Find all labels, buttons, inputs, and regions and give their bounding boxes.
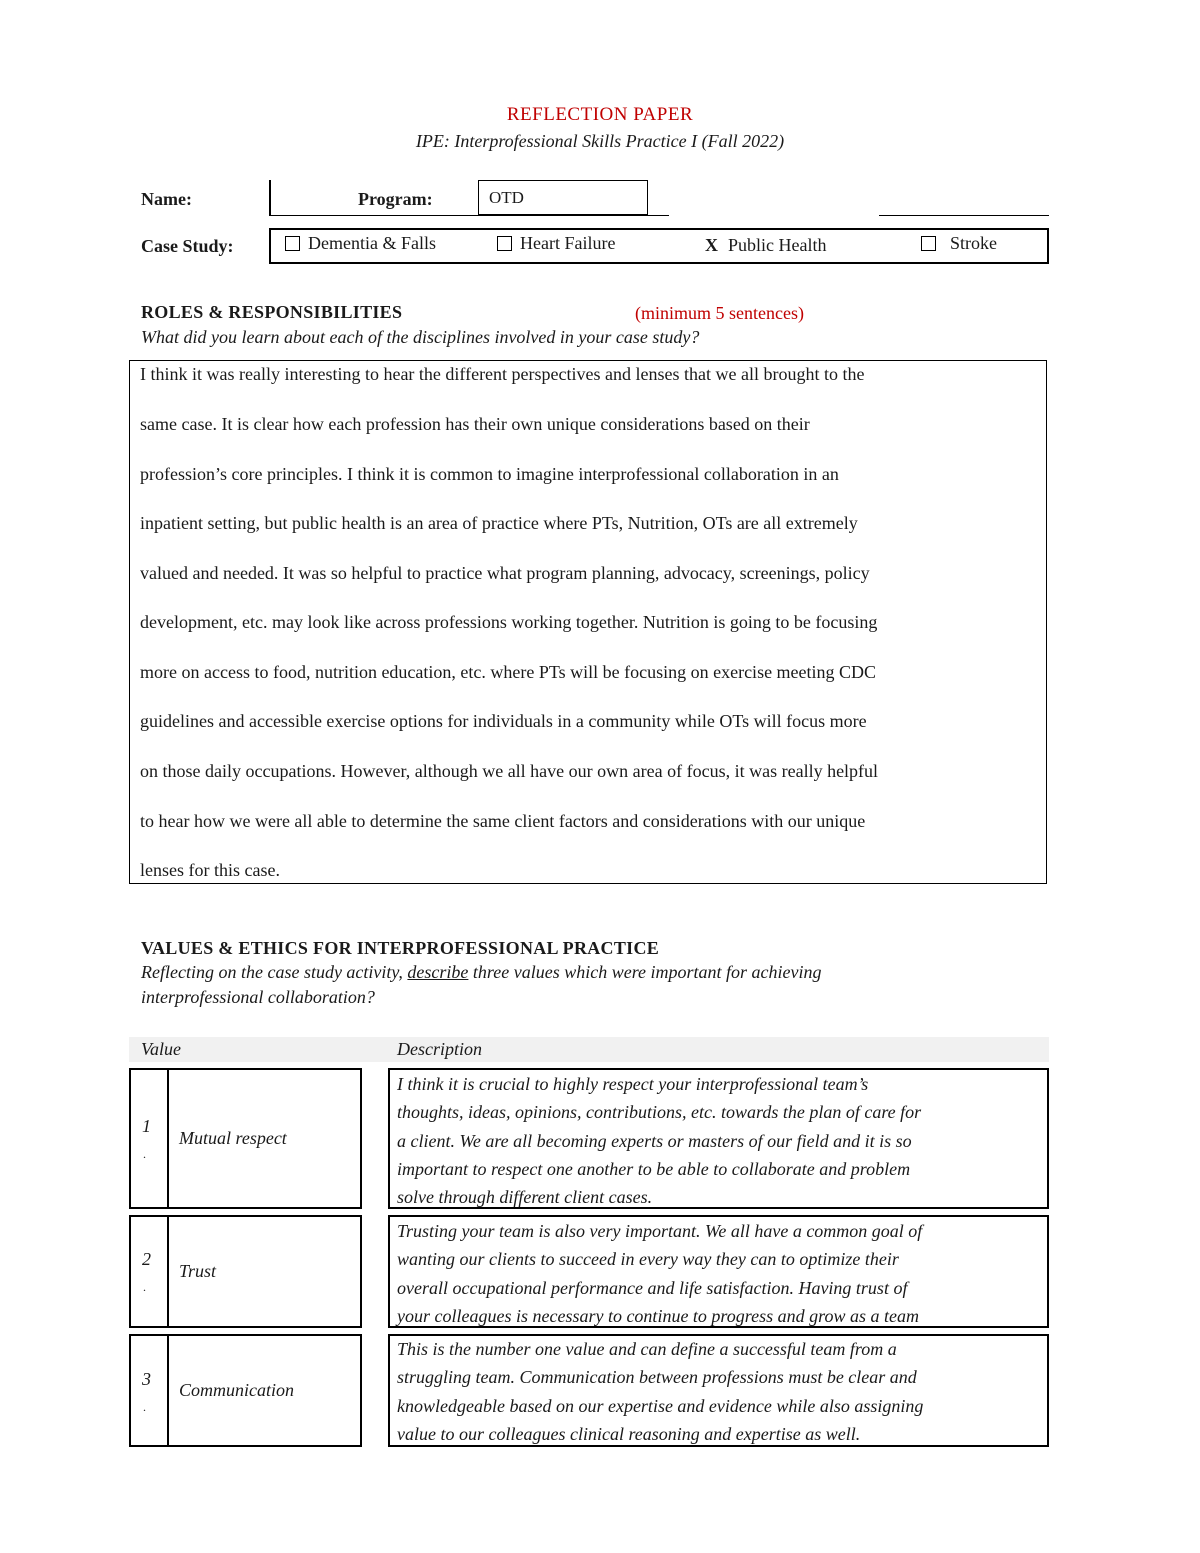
name-field-underline	[269, 215, 669, 216]
value-description: I think it is crucial to highly respect your interprofessional team’s thoughts, ideas, opinions, contributions, etc. towards the plan of care for a client. We are all becoming experts or masters of our field and it is so important to respect one another to be able to collaborate and problem solve through different client cases.	[397, 1074, 922, 1208]
row-number: 3	[142, 1369, 151, 1389]
value-description: This is the number one value and can define a successful team from a struggling team. Communication between professions must be clear and knowledgeable based on our expertise and evidence while also assigning value to our colleagues clinical reasoning and expertise as well.	[397, 1339, 924, 1444]
row-number-cell	[129, 1068, 169, 1209]
values-question: Reflecting on the case study activity, describe three values which were important for achieving	[141, 962, 822, 982]
row-number-dot: .	[143, 1280, 146, 1294]
case-study-label: Case Study:	[141, 236, 234, 256]
response-line: on those daily occupations. However, although we all have our own area of focus, it was really helpful	[140, 761, 879, 781]
page-title: REFLECTION PAPER	[506, 104, 694, 125]
name-field-left-border	[269, 180, 271, 216]
response-line: to hear how we were all able to determine the same client factors and considerations with our unique	[140, 811, 866, 831]
page-subtitle: IPE: Interprofessional Skills Practice I (Fall 2022)	[415, 131, 785, 151]
response-line: same case. It is clear how each profession has their own unique considerations based on their	[140, 414, 810, 434]
row-number-dot: .	[143, 1147, 146, 1161]
roles-requirement: (minimum 5 sentences)	[635, 303, 804, 323]
column-header-description: Description	[397, 1039, 482, 1059]
row-number: 2	[142, 1249, 151, 1269]
program-field[interactable]	[478, 180, 648, 215]
row-number: 1	[142, 1116, 151, 1136]
option-dementia-falls[interactable]: Dementia & Falls	[285, 233, 436, 254]
option-stroke[interactable]: Stroke	[921, 233, 997, 254]
checkbox-icon[interactable]	[497, 236, 512, 251]
response-line: lenses for this case.	[140, 860, 280, 880]
value-name: Communication	[179, 1380, 294, 1400]
roles-heading: ROLES & RESPONSIBILITIES	[141, 302, 403, 322]
values-heading: VALUES & ETHICS FOR INTERPROFESSIONAL PRACTICE	[141, 938, 660, 958]
extra-field-underline	[879, 215, 1049, 216]
option-public-health[interactable]: X Public Health	[705, 235, 827, 255]
response-line: valued and needed. It was so helpful to practice what program planning, advocacy, screenings, policy	[140, 563, 870, 583]
value-name: Trust	[179, 1261, 217, 1281]
checked-x-mark[interactable]: X	[705, 235, 718, 255]
response-line: inpatient setting, but public health is an area of practice where PTs, Nutrition, OTs are all extremely	[140, 513, 858, 533]
name-label: Name:	[141, 189, 192, 209]
response-line: more on access to food, nutrition education, etc. where PTs will be focusing on exercise meeting CDC	[140, 662, 877, 682]
row-number-cell	[129, 1334, 169, 1447]
program-value: OTD	[489, 188, 524, 207]
row-number-cell	[129, 1215, 169, 1328]
response-line: guidelines and accessible exercise options for individuals in a community while OTs will focus more	[140, 711, 867, 731]
values-question-line2: interprofessional collaboration?	[141, 987, 375, 1007]
checkbox-icon[interactable]	[285, 236, 300, 251]
roles-question: What did you learn about each of the disciplines involved in your case study?	[141, 327, 700, 347]
row-number-dot: .	[143, 1400, 146, 1414]
program-label: Program:	[358, 189, 433, 209]
response-line: I think it was really interesting to hear the different perspectives and lenses that we all brought to the	[140, 364, 865, 384]
response-line: development, etc. may look like across professions working together. Nutrition is going to be focusing	[140, 612, 878, 632]
column-header-value: Value	[141, 1039, 181, 1059]
response-line: profession’s core principles. I think it is common to imagine interprofessional collaboration in an	[140, 464, 839, 484]
value-name: Mutual respect	[179, 1128, 287, 1148]
values-table-header	[129, 1037, 1049, 1062]
option-heart-failure[interactable]: Heart Failure	[497, 233, 615, 254]
checkbox-icon[interactable]	[921, 236, 936, 251]
value-description: Trusting your team is also very important. We all have a common goal of wanting our clients to succeed in every way they can to optimize their overall occupational performance and life satisfaction. Having trust of your colleagues is necessary to continue to progress and grow as a team	[397, 1221, 923, 1326]
